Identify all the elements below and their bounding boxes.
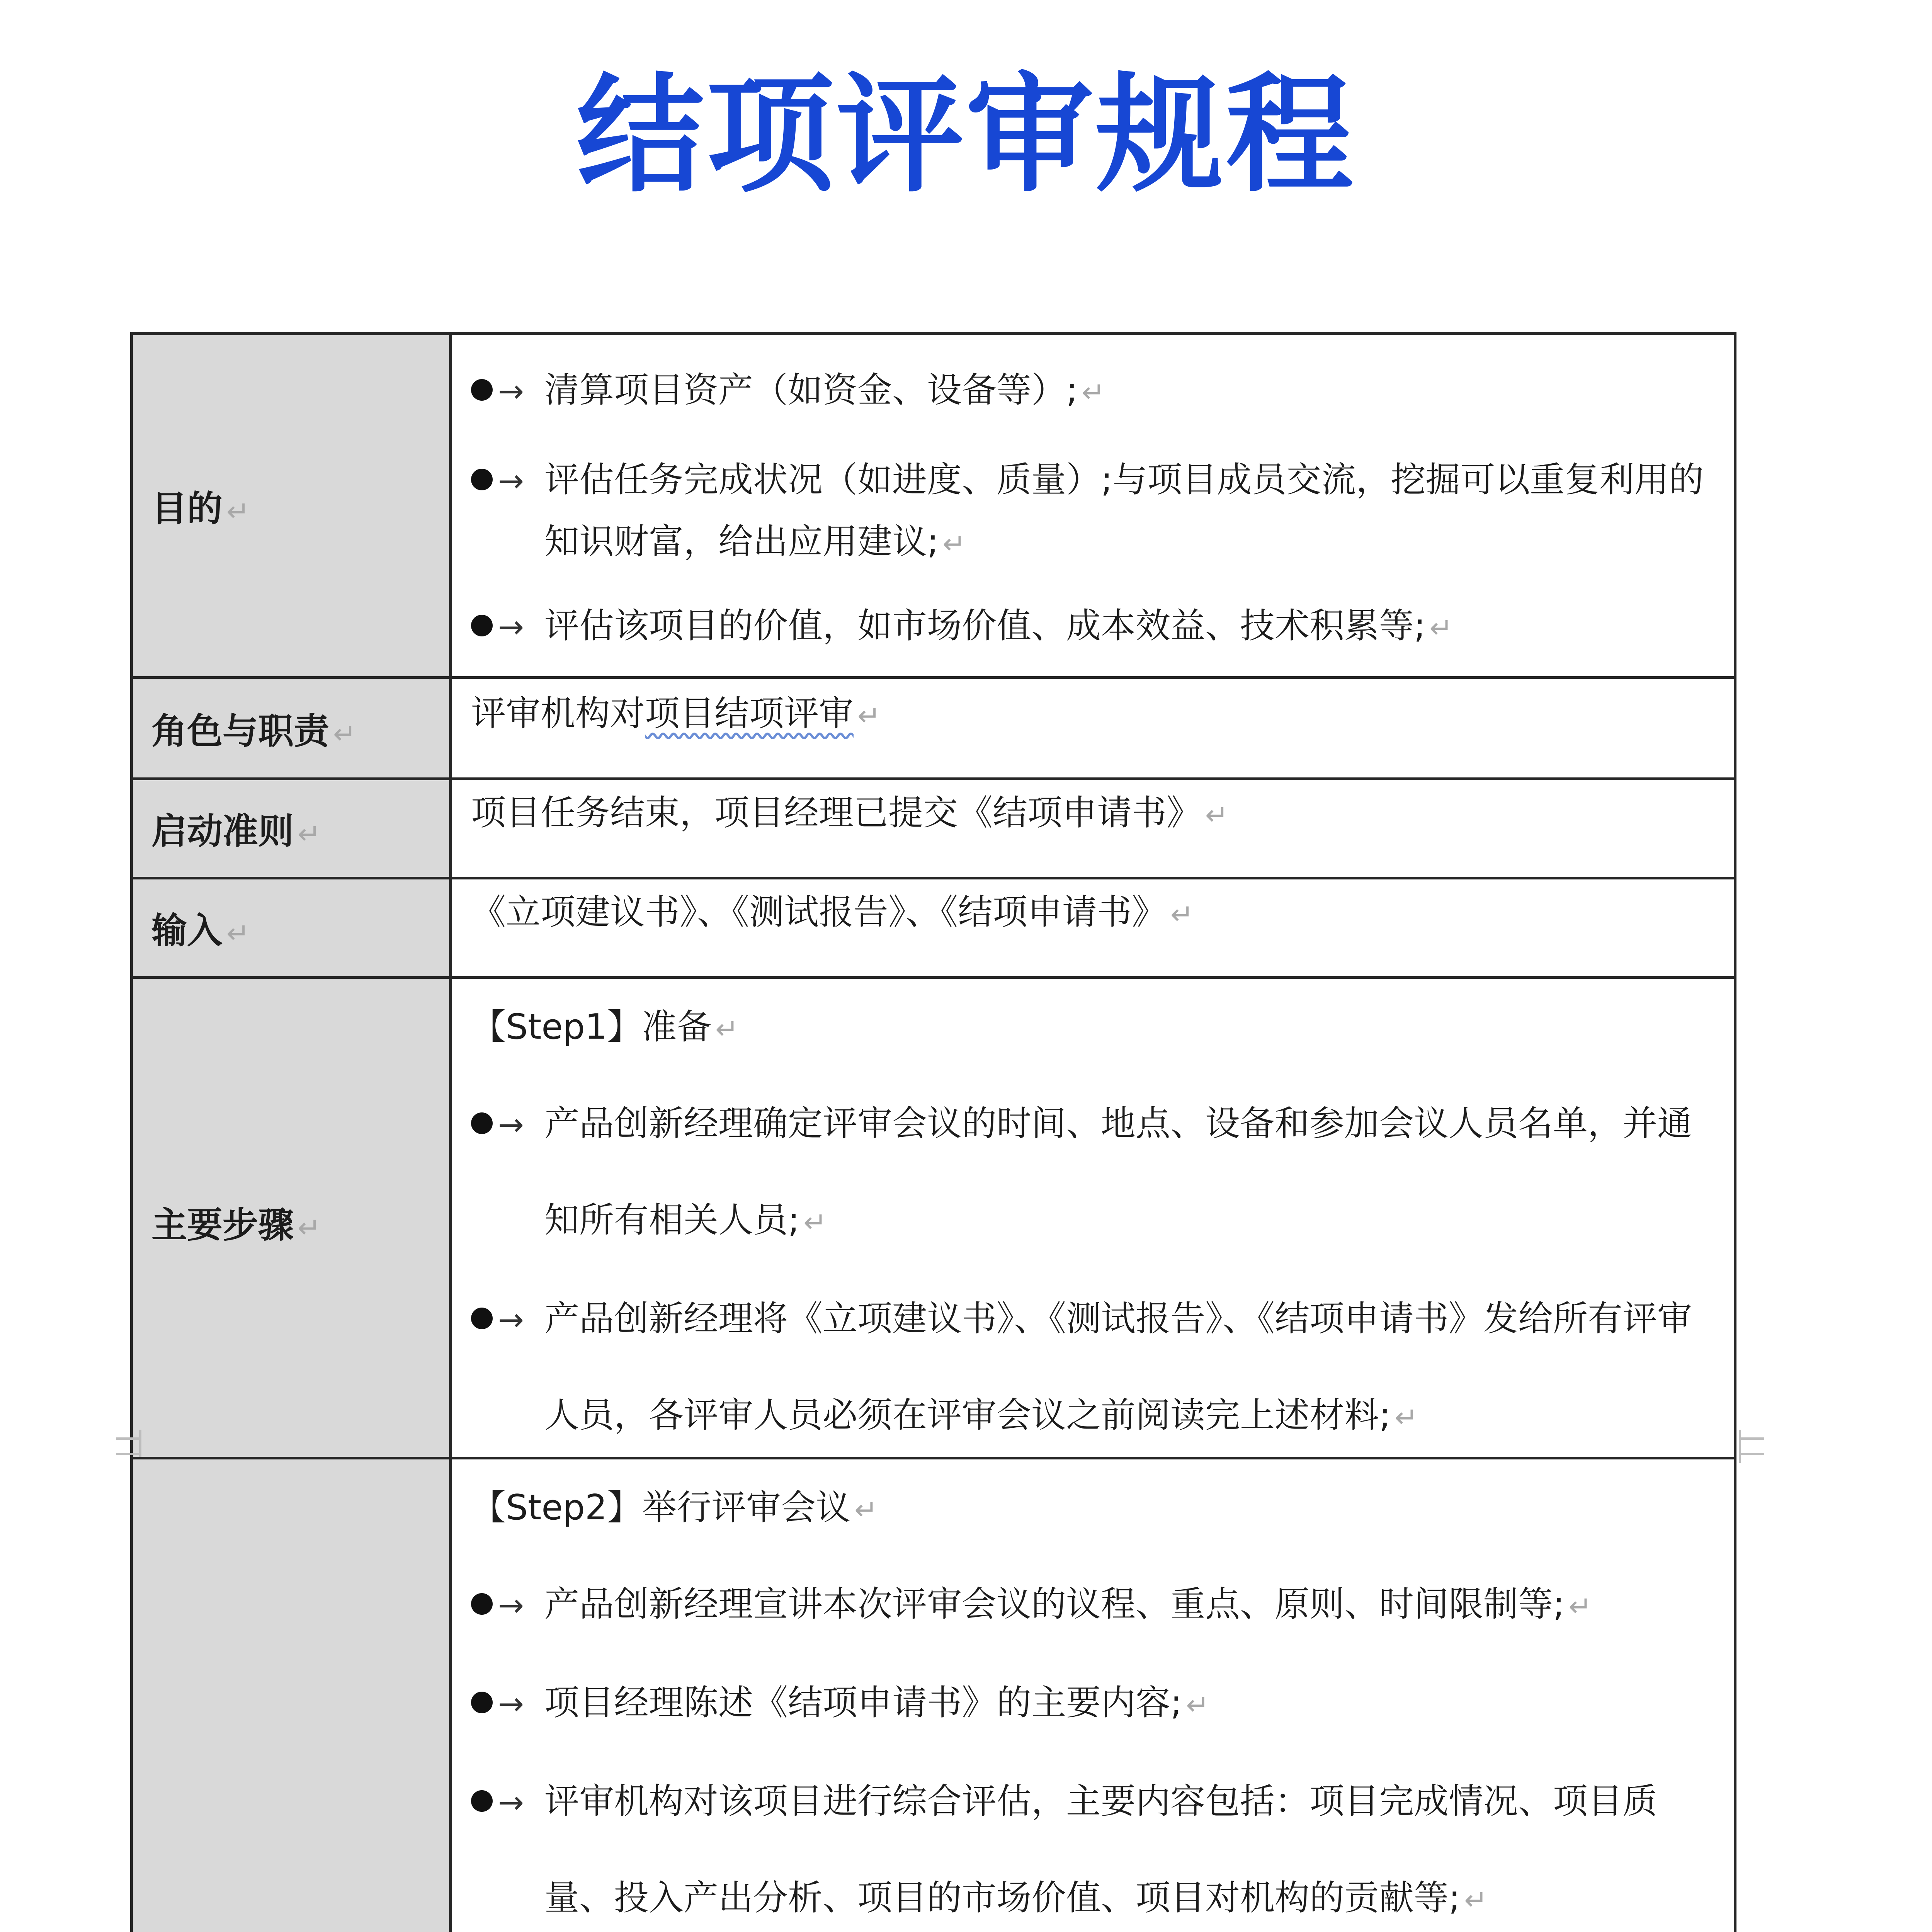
start-content: 项目任务结束，项目经理已提交《结项申请书》 ↵ (451, 779, 1735, 878)
input-content: 《立项建议书》、《测试报告》、《结项申请书》 ↵ (451, 878, 1735, 978)
table-row-input (132, 878, 1735, 978)
row-label-empty (132, 1458, 451, 1932)
table-row-start-criteria (132, 779, 1735, 878)
bullet-icon (471, 615, 493, 636)
row-label: 启动准则 ↵ (132, 779, 451, 878)
list-item: → 产品创新经理确定评审会议的时间、地点、设备和参加会议人员名单，并通知所有相关人员; ↵ (471, 1075, 1718, 1270)
bullet-icon (471, 469, 493, 490)
list-item: → 评估任务完成状况（如进度、质量）;与项目成员交流，挖掘可以重复利用的知识财富，给出应用建议; ↵ (471, 449, 1718, 575)
bullet-icon (471, 1308, 493, 1329)
list-item: → 项目经理陈述《结项申请书》的主要内容; ↵ (471, 1655, 1718, 1753)
purpose-content (451, 334, 1735, 678)
bullet-icon (471, 1593, 493, 1615)
steps-content-page-2 (451, 1458, 1735, 1932)
bullet-icon (471, 1790, 493, 1812)
row-label: 主要步骤 ↵ (132, 978, 451, 1467)
table-row-roles (132, 678, 1735, 779)
step-title: 【Step1】准备 ↵ (471, 1007, 739, 1047)
list-item: → 产品创新经理宣讲本次评审会议的议程、重点、原则、时间限制等; ↵ (471, 1556, 1718, 1655)
list-item: → 评估该项目的价值，如市场价值、成本效益、技术积累等; ↵ (471, 578, 1718, 676)
roles-content: 评审机构对项目结项评审 ↵ (451, 678, 1735, 779)
page-corner-mark (1739, 1437, 1764, 1463)
table-row-steps (132, 978, 1735, 1467)
spellcheck-underline: 项目结项评审 (645, 693, 854, 734)
page-title: 结项评审规程 (577, 61, 1355, 209)
return-mark-icon: ↵ (226, 495, 250, 527)
bullet-icon (471, 379, 493, 401)
bullet-icon (471, 1112, 493, 1134)
row-label: 目的 ↵ (132, 334, 451, 678)
row-label: 角色与职责 ↵ (132, 678, 451, 779)
list-item: → 评审机构对该项目进行综合评估，主要内容包括：项目完成情况、项目质量、投入产出分析、项目的市场价值、项目对机构的贡献等; ↵ (471, 1753, 1718, 1932)
procedure-table-page-2 (130, 1457, 1736, 1932)
bullet-icon (471, 1692, 493, 1713)
row-label: 输入 ↵ (132, 878, 451, 978)
table-row-purpose (132, 334, 1735, 678)
list-item: → 清算项目资产（如资金、设备等）; ↵ (471, 342, 1718, 440)
steps-content-page-1 (451, 978, 1735, 1467)
table-row-steps-continued (132, 1458, 1735, 1932)
procedure-table-page-1 (130, 332, 1736, 1468)
step-title: 【Step2】举行评审会议 ↵ (471, 1487, 878, 1528)
list-item: → 产品创新经理将《立项建议书》、《测试报告》、《结项申请书》发给所有评审人员，各评审人员必须在评审会议之前阅读完上述材料; ↵ (471, 1270, 1718, 1466)
